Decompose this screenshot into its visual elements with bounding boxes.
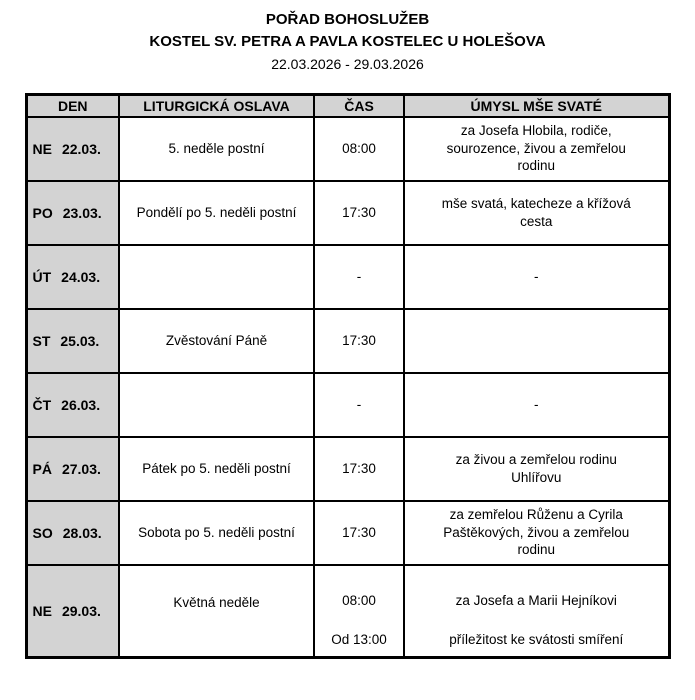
celebration-cell: Zvěstování Páně bbox=[119, 309, 314, 373]
table-row bbox=[26, 373, 669, 437]
day-date: 22.03. bbox=[61, 140, 101, 157]
day-date: 23.03. bbox=[62, 204, 102, 221]
column-header-umysl: ÚMYSL MŠE SVATÉ bbox=[404, 95, 669, 117]
day-cell bbox=[26, 501, 119, 565]
table-header-row bbox=[26, 95, 669, 117]
page-title: POŘAD BOHOSLUŽEB bbox=[265, 11, 430, 28]
day-abbr: ÚT bbox=[32, 268, 52, 285]
day-date: 24.03. bbox=[61, 268, 101, 285]
intention-cell: za Josefa Hlobila, rodiče, sourozence, živou a zemřelou rodinu bbox=[404, 117, 669, 181]
celebration-cell bbox=[119, 245, 314, 309]
day-abbr: PO bbox=[32, 204, 53, 221]
celebration-cell: Sobota po 5. neděli postní bbox=[119, 501, 314, 565]
celebration-cell: Pátek po 5. neděli postní bbox=[119, 437, 314, 501]
intention-cell: - bbox=[404, 245, 669, 309]
celebration-cell: Květná neděle bbox=[119, 565, 314, 658]
column-header-den: DEN bbox=[26, 95, 119, 117]
day-abbr: ČT bbox=[32, 396, 52, 413]
time-cell bbox=[314, 565, 404, 658]
time-cell: 17:30 bbox=[314, 437, 404, 501]
day-cell bbox=[26, 565, 119, 658]
celebration-cell: Pondělí po 5. neděli postní bbox=[119, 181, 314, 245]
day-date: 25.03. bbox=[60, 332, 100, 349]
time-morning: 08:00 bbox=[342, 592, 376, 608]
intention-cell: za zemřelou Růženu a Cyrila Paštěkových, živou a zemřelou rodinu bbox=[404, 501, 669, 565]
celebration-cell bbox=[119, 373, 314, 437]
time-cell: 08:00 bbox=[314, 117, 404, 181]
intention-cell: - bbox=[404, 373, 669, 437]
table-row bbox=[26, 501, 669, 565]
day-abbr: NE bbox=[32, 602, 52, 619]
day-cell bbox=[26, 245, 119, 309]
time-cell: 17:30 bbox=[314, 309, 404, 373]
day-cell bbox=[26, 309, 119, 373]
day-cell bbox=[26, 181, 119, 245]
intention-afternoon: příležitost ke svátosti smíření bbox=[449, 632, 624, 648]
time-afternoon: Od 13:00 bbox=[331, 632, 387, 648]
day-date: 28.03. bbox=[62, 524, 102, 541]
day-abbr: ST bbox=[32, 332, 51, 349]
table-row bbox=[26, 309, 669, 373]
document-header bbox=[0, 0, 695, 75]
celebration-cell: 5. neděle postní bbox=[119, 117, 314, 181]
intention-cell bbox=[404, 309, 669, 373]
day-date: 27.03. bbox=[61, 460, 101, 477]
table-row bbox=[26, 565, 669, 658]
column-header-cas: ČAS bbox=[314, 95, 404, 117]
table-row bbox=[26, 117, 669, 181]
time-cell: - bbox=[314, 373, 404, 437]
day-date: 29.03. bbox=[61, 602, 101, 619]
church-name: KOSTEL SV. PETRA A PAVLA KOSTELEC U HOLEŠOVA bbox=[149, 33, 546, 50]
table-row bbox=[26, 245, 669, 309]
day-date: 26.03. bbox=[61, 396, 101, 413]
table-row bbox=[26, 437, 669, 501]
column-header-liturgicka-oslava: LITURGICKÁ OSLAVA bbox=[119, 95, 314, 117]
intention-cell bbox=[404, 565, 669, 658]
intention-cell: za živou a zemřelou rodinu Uhlířovu bbox=[404, 437, 669, 501]
day-cell bbox=[26, 437, 119, 501]
time-cell: 17:30 bbox=[314, 181, 404, 245]
day-abbr: SO bbox=[32, 524, 53, 541]
schedule-table bbox=[25, 93, 671, 659]
day-cell bbox=[26, 117, 119, 181]
day-abbr: PÁ bbox=[32, 460, 52, 477]
intention-morning: za Josefa a Marii Hejníkovi bbox=[455, 592, 617, 608]
table-row bbox=[26, 181, 669, 245]
day-cell bbox=[26, 373, 119, 437]
time-cell: 17:30 bbox=[314, 501, 404, 565]
time-cell: - bbox=[314, 245, 404, 309]
date-range: 22.03.2026 - 29.03.2026 bbox=[271, 56, 424, 72]
intention-cell: mše svatá, katecheze a křížová cesta bbox=[404, 181, 669, 245]
day-abbr: NE bbox=[32, 140, 52, 157]
